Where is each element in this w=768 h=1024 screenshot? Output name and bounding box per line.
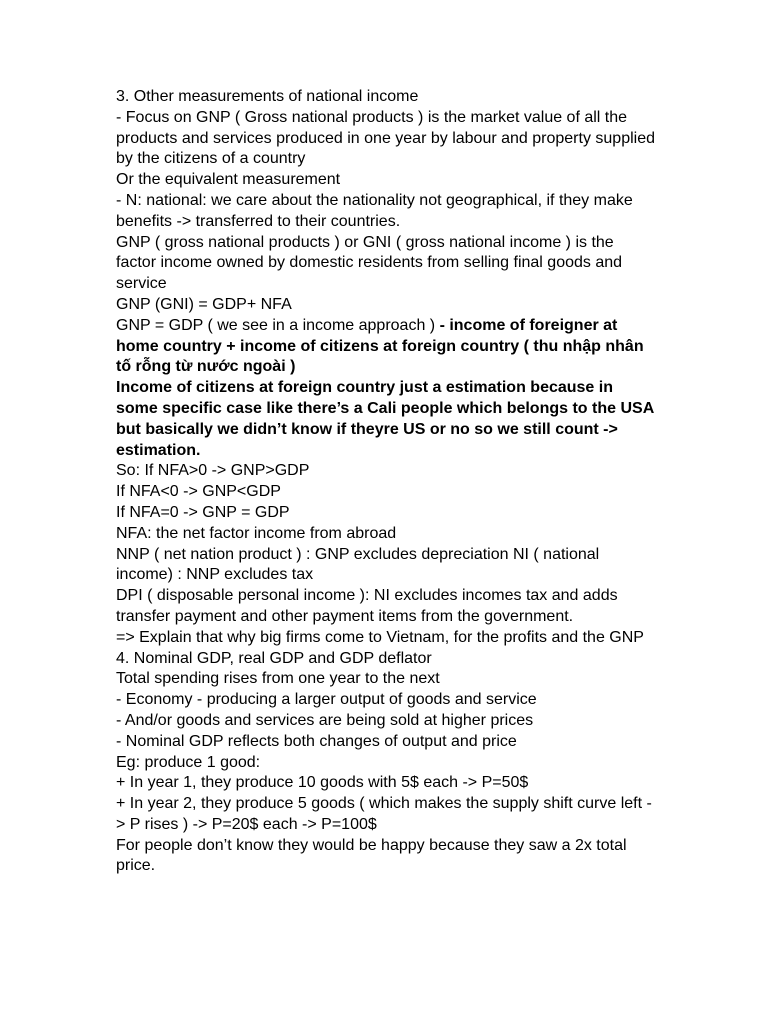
paragraph-plain-part: GNP = GDP ( we see in a income approach ) <box>116 316 440 334</box>
list-item: - Nominal GDP reflects both changes of output and price <box>116 732 517 750</box>
paragraph: Eg: produce 1 good: <box>116 753 261 771</box>
list-item: - Economy - producing a larger output of goods and service <box>116 691 537 709</box>
paragraph: GNP ( gross national products ) or GNI ( gross national income ) is the factor income owned by domestic residents from selling final goods and service <box>116 233 623 293</box>
paragraph: NFA: the net factor income from abroad <box>116 524 397 542</box>
paragraph: For people don’t know they would be happy because they saw a 2x total price. <box>116 836 627 875</box>
list-item: + In year 2, they produce 5 goods ( which makes the supply shift curve left -> P rises ) -> P=20$ each -> P=100$ <box>116 795 652 833</box>
formula-line: GNP (GNI) = GDP+ NFA <box>116 295 292 313</box>
formula-line: So: If NFA>0 -> GNP>GDP <box>116 462 310 480</box>
paragraph-mixed <box>116 316 656 378</box>
paragraph: - N: national: we care about the nationality not geographical, if they make benefits -> transferred to their countries. <box>116 191 633 230</box>
paragraph: DPI ( disposable personal income ): NI excludes incomes tax and adds transfer payment and other payment items from the government. <box>116 587 618 625</box>
list-item: - And/or goods and services are being sold at higher prices <box>116 711 534 729</box>
formula-line: If NFA<0 -> GNP<GDP <box>116 483 281 501</box>
paragraph: - Focus on GNP ( Gross national products ) is the market value of all the products and services produced in one year by labour and property supplied by the citizens of a country <box>116 108 655 168</box>
paragraph: => Explain that why big firms come to Vietnam, for the profits and the GNP <box>116 628 644 646</box>
paragraph: Or the equivalent measurement <box>116 171 341 189</box>
paragraph-bold-part: - income of foreigner at home country + income of citizens at foreign country ( thu nhập nhân tố rỗng từ nước ngoài ) <box>116 316 644 376</box>
bold-paragraph: Income of citizens at foreign country just a estimation because in some specific case like there’s a Cali people which belongs to the USA but basically we didn’t know if theyre US or no so we still count -> estimation. <box>116 379 654 459</box>
section-heading: 4. Nominal GDP, real GDP and GDP deflator <box>116 649 432 667</box>
document-page <box>116 87 656 877</box>
paragraph: Total spending rises from one year to the next <box>116 670 440 688</box>
section-heading: 3. Other measurements of national income <box>116 88 419 105</box>
paragraph: NNP ( net nation product ) : GNP excludes depreciation NI ( national income) : NNP excludes tax <box>116 545 600 584</box>
list-item: + In year 1, they produce 10 goods with 5$ each -> P=50$ <box>116 774 529 792</box>
formula-line: If NFA=0 -> GNP = GDP <box>116 503 290 521</box>
